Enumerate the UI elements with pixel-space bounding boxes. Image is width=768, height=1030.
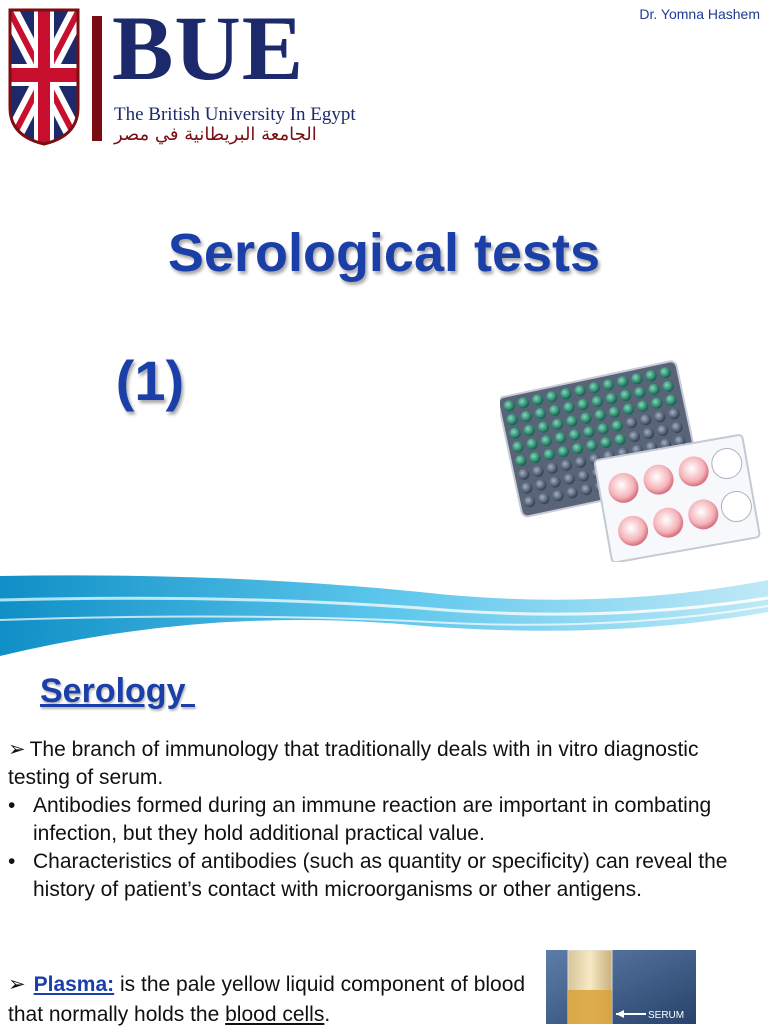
blood-cells-text: blood cells xyxy=(225,1003,325,1026)
slide-title: Serological tests xyxy=(167,223,601,283)
bullet-icon: • xyxy=(8,794,16,817)
microplate-image xyxy=(500,340,762,562)
logo-divider xyxy=(92,16,102,141)
slide-subtitle: (1) xyxy=(115,349,185,412)
wave-divider xyxy=(0,572,768,662)
plasma-definition xyxy=(8,970,528,1030)
tube-label: SERUM xyxy=(648,1010,685,1021)
author-name: Dr. Yomna Hashem xyxy=(639,6,760,22)
list-item xyxy=(8,792,728,848)
point-text: The branch of immunology that traditionally deals with in vitro diagnostic testing of serum. xyxy=(8,738,699,789)
union-jack-shield-icon xyxy=(8,8,80,146)
plasma-end: . xyxy=(324,1003,331,1026)
plasma-term: Plasma: xyxy=(33,973,115,996)
logo-wordmark: BUE xyxy=(112,0,305,99)
logo-arabic-name: الجامعة البريطانية في مصر xyxy=(114,124,317,145)
section-heading: Serology xyxy=(40,672,195,710)
point-text: Antibodies formed during an immune reaction are important in combating infection, but they hold additional practical value. xyxy=(33,794,712,845)
arrow-bullet-icon: ➢ xyxy=(8,973,26,996)
bullet-icon: • xyxy=(8,850,16,873)
arrow-bullet-icon: ➢ xyxy=(8,738,26,761)
plasma-text: is the pale yellow liquid component of blood that normally holds the xyxy=(8,973,526,1026)
point-text: Characteristics of antibodies (such as quantity or specificity) can reveal the history of patient’s contact with microorganisms or other antigens. xyxy=(33,850,728,901)
list-item xyxy=(8,848,728,904)
list-item xyxy=(8,736,728,792)
bue-logo xyxy=(8,0,356,148)
serology-points xyxy=(8,736,728,904)
serum-tube-image xyxy=(546,950,696,1024)
logo-english-name: The British University In Egypt xyxy=(114,104,356,125)
